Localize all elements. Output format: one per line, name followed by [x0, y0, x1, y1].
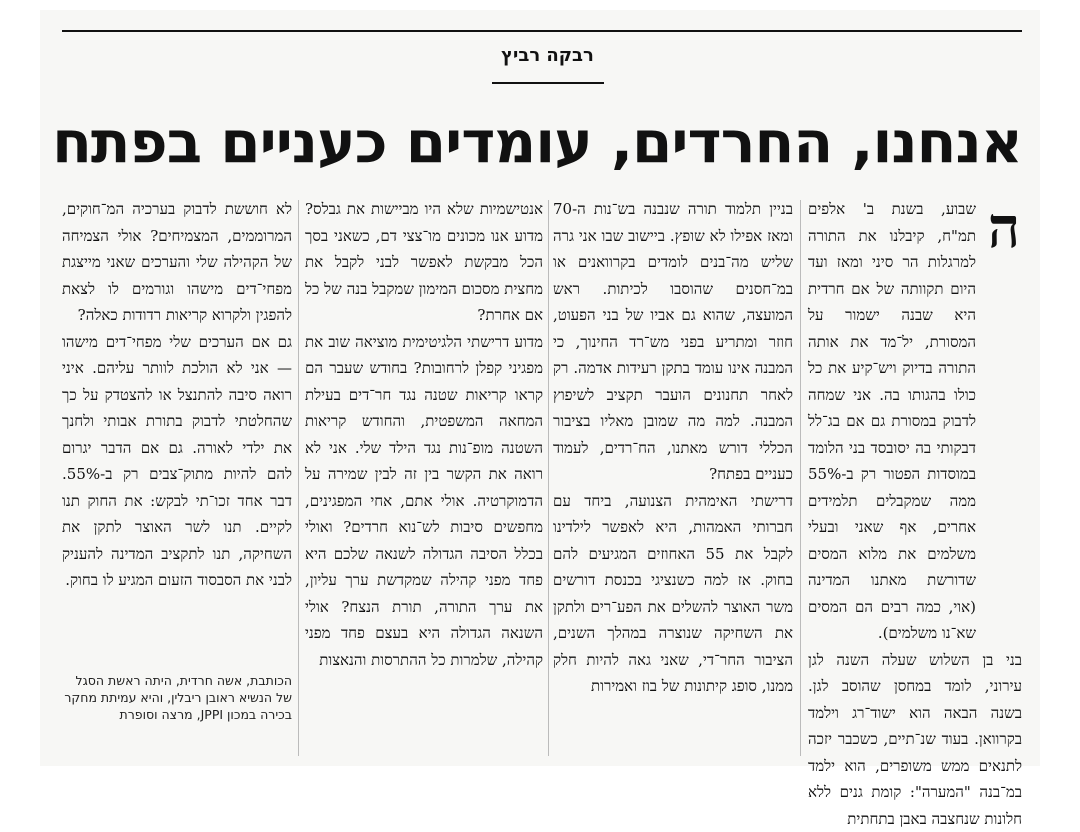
author-byline: רבקה רביץ	[485, 45, 610, 79]
paragraph: מדוע דרישתי הלגיטימית מוציאה שוב את מפגיני קפלן לרחובות? בחודש שעבר הם קראו קריאות שטנה נגד חר־דים בעילת המחאה המשפטית, והחודש קריאות השטנה מופ־נות נגד הילד שלי. אני לא רואה את הקשר בין זה לבין שמירה על הדמוקרטיה. אולי אתם, אחי המפגינים, מחפשים סיבות לש־נוא חרדים? ואולי בכלל הסיבה הגדולה לשנאה שלכם היא פחד מפני קהילה שמקדשת ערך עליון, את ערך התורה, תורת הנצח? אולי השנאה הגדולה היא בעצם פחד מפני קהילה, שלמרות כל ההתרסות והנאצות	[305, 329, 543, 674]
paragraph: לא חוששת לדבוק בערכיה המ־חוקים, המרוממים, המצמיחים? אולי הצמיחה של הקהילה שלי והערכים שאני מייצגת מפחי־דים מישהו וגורמים לו לצאת להפגין ולקרוא קריאות רדודות כאלה?	[62, 196, 292, 329]
column-separator	[298, 200, 299, 756]
article-column-2	[553, 196, 793, 756]
article-column-3	[305, 196, 543, 756]
paragraph: גם אם הערכים שלי מפחי־דים מישהו — אני לא הולכת לוותר עליהם. איני רואה סיבה להתנצל או להצטדק על כך שהחלטתי לדבוק בתורת אבותי ולחנך את ילדי לאורה. גם אם הדבר יגרום להם להיות מתוק־צבים רק ב-55%. דבר אחד זכו־תי לבקש: את החוק תנו לקיים. תנו לשר האוצר לתקן את השחיקה, תנו לתקציב המדינה להעניק לבני את הסבסוד הזעום המגיע לו בחוק.	[62, 329, 292, 594]
article-headline: אנחנו, החרדים, עומדים כעניים בפתח	[62, 104, 1022, 180]
byline-underline	[492, 82, 604, 84]
column-separator	[800, 200, 801, 756]
paragraph: בני בן השלוש שעלה השנה לגן עירוני, לומד במחסן שהוסב לגן. בשנה הבאה הוא ישוד־רג וילמד בקרוואן. בעוד שנ־תיים, כשכבר יזכה לתנאים ממש משופרים, הוא ילמד במ־בנה "המערה": קומת גנים ללא חלונות שנחצבה באבן בתחתית	[808, 647, 1022, 832]
article-column-4	[62, 196, 292, 666]
paragraph: דרישתי האימהית הצנועה, ביחד עם חברותי האמהות, היא לאפשר לילדינו לקבל את 55 האחוזים המגיעים להם בחוק. אז למה כשנציגי בכנסת דורשים משר האוצר להשלים את הפע־רים ולתקן את השחיקה שנוצרה במהלך השנים, הציבור החר־די, שאני גאה להיות חלק ממנו, סופג קיתונות של בוז ואמירות	[553, 488, 793, 700]
column-separator	[548, 200, 549, 756]
article-column-1	[808, 196, 1022, 756]
author-bio: הכותבת, אשה חרדית, היתה ראשת הסגל של הנשיא ראובן ריבלין, והיא עמיתת מחקר בכירה במכון JPPI, מרצה וסופרת	[62, 672, 292, 756]
paragraph: אנטישמיות שלא היו מביישות את גבלס? מדוע אנו מכונים מו־צצי דם, כשאני בסך הכל מבקשת לאפשר לבני לקבל את מחצית מסכום המימון שמקבל בנה של כל אם אחרת?	[305, 196, 543, 329]
paragraph: בניין תלמוד תורה שנבנה בש־נות ה-70 ומאז אפילו לא שופץ. ביישוב שבו אני גרה שליש מה־בנים לומדים בקרוואנים או במ־חסנים שהוסבו לכיתות. ראש המועצה, שהוא גם אביו של בני הפעוט, חוזר ומתריע בפני מש־רד החינוך, כי המבנה אינו עומד בתקן רעידות אדמה. רק לאחר תחנונים הועבר תקציב לשיפוץ המבנה. למה מה שמובן מאליו בציבור הכללי דורש מאתנו, הח־רדים, לעמוד כעניים בפתח?	[553, 196, 793, 488]
paragraph: שבוע, בשנת ב' אלפים תמ"ח, קיבלנו את התורה למרגלות הר סיני ומאז ועד היום תקוותה של אם חרדית היא שבנה ישמור על המסורת, יל־מד את אותה התורה בדיוק ויש־קיע את כל כולו בהגותו בה. אני שמחה לדבוק במסורת גם אם בג־לל דבקותי בה יסובסד בני הלומד במוסדות הפטור רק ב-55% ממה שמקבלים תלמידים אחרים, אף שאני ובעלי משלמים את מלוא המסים שדורשת מאתנו המדינה (אוי, כמה רבים הם המסים שא־נו משלמים).	[808, 196, 1022, 647]
top-divider	[62, 30, 1022, 32]
drop-cap: ה	[982, 200, 1026, 256]
